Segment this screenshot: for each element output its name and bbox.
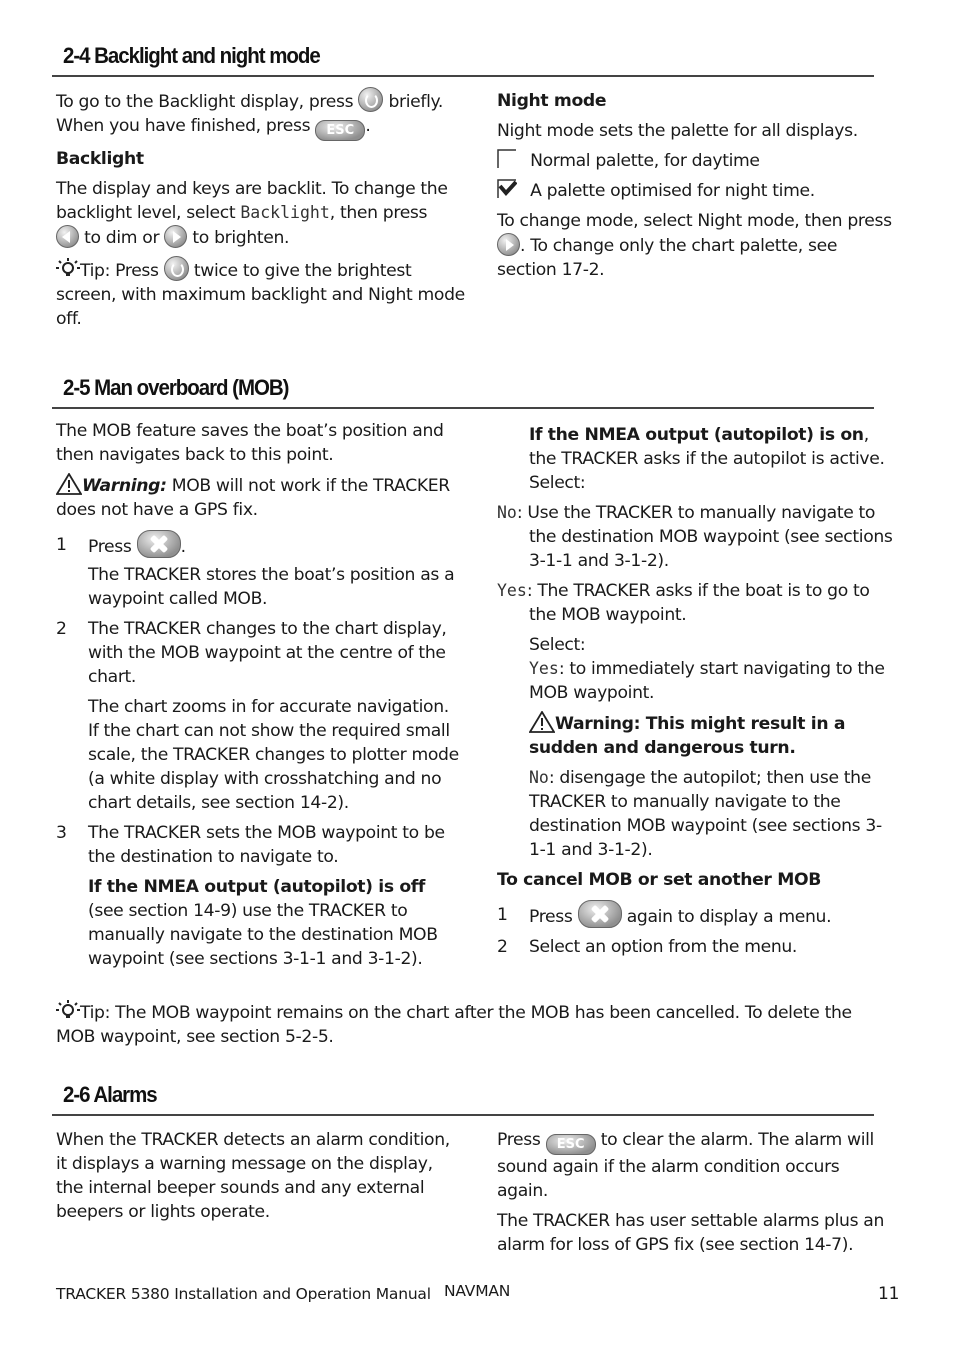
step-number: 1 (497, 905, 508, 925)
step1-detail: The TRACKER stores the boat’s position as a waypoint called MOB. (88, 565, 455, 609)
heading-rule (52, 75, 874, 77)
sub-option-no-text: : disengage the autopilot; then use the TRACKER to manually navigate to the destination MOB waypoint (see sections 3-1-1 and 3-1-2). (529, 768, 882, 860)
heading-rule (52, 407, 874, 409)
unchecked-box-icon (497, 149, 517, 169)
autopilot-off-bold: If the NMEA output (autopilot) is off (88, 877, 426, 897)
lightbulb-tip-icon (56, 257, 80, 279)
right-arrow-button-icon (164, 225, 187, 248)
change-mode-text-b: . To change only the chart palette, see section 17-2. (497, 236, 838, 280)
autopilot-off-paragraph (88, 875, 461, 971)
option-no-code: No (497, 503, 517, 522)
section-heading-2-5: 2-5 Man overboard (MOB) (63, 375, 289, 400)
backlight-text-c: to dim or (84, 228, 160, 248)
mob-step-2 (56, 617, 461, 815)
heading-rule (52, 1114, 874, 1116)
alarms-user-settable-text: The TRACKER has user settable alarms plus an alarm for loss of GPS fix (see section 14-7). (497, 1211, 885, 1255)
select-label: Select: (529, 635, 586, 655)
mob-button-icon (578, 900, 622, 928)
sub-option-no (497, 766, 897, 862)
backlight-code: Backlight (240, 203, 330, 222)
sudden-turn-warning (497, 711, 897, 760)
mob-tip-text: Tip: The MOB waypoint remains on the chart after the MOB has been cancelled. To delete the MOB waypoint, see section 5-2-5. (56, 1003, 852, 1047)
tip-text-b: twice to give the brightest screen, with maximum backlight and Night mode off. (56, 261, 465, 329)
mob-step-1 (56, 530, 461, 611)
tip-text-a: Tip: Press (80, 261, 159, 281)
esc-button-icon: ESC (315, 120, 365, 141)
backlight-text-b: , then press (329, 203, 428, 223)
left-arrow-button-icon (56, 225, 79, 248)
step-number: 2 (497, 937, 508, 957)
warning-triangle-icon (56, 473, 82, 495)
warning-text: MOB will not work if the TRACKER does not have a GPS fix. (56, 476, 450, 520)
section-heading-2-6: 2-6 Alarms (63, 1082, 157, 1107)
step-number: 1 (56, 535, 67, 555)
sub-option-no-code: No (529, 768, 549, 787)
lightbulb-tip-icon (56, 999, 80, 1021)
mob-warning (56, 473, 461, 522)
cancel-step-1 (497, 900, 897, 929)
sub-option-yes-code: Yes (529, 659, 559, 678)
change-mode-paragraph (497, 209, 897, 282)
tip-paragraph (56, 256, 466, 331)
option-yes (497, 579, 897, 627)
cancel-step1-text-a: Press (529, 907, 573, 927)
night-mode-column (497, 89, 897, 282)
backlight-text-a: The display and keys are backlit. To change the backlight level, select (56, 179, 448, 223)
step1-text-b: . (180, 537, 186, 557)
backlight-text-d: to brighten. (192, 228, 290, 248)
mob-intro: The MOB feature saves the boat’s position and then navigates back to this point. (56, 421, 444, 465)
intro-text-d: . (365, 116, 371, 136)
step2-text: The TRACKER changes to the chart display, with the MOB waypoint at the centre of the chart. (88, 619, 447, 687)
cancel-step2-text: Select an option from the menu. (529, 937, 798, 957)
night-option-night-label: A palette optimised for night time. (530, 181, 815, 201)
alarms-right-column (497, 1128, 892, 1257)
sub-option-yes-text: : to immediately start navigating to the MOB waypoint. (529, 659, 885, 703)
mob-tip (56, 999, 886, 1049)
backlight-subheading: Backlight (56, 149, 144, 169)
power-button-icon (164, 256, 189, 281)
autopilot-on-paragraph (497, 423, 897, 495)
mob-step-3 (56, 821, 461, 971)
cancel-step-2 (497, 935, 897, 959)
intro-text-c: When you have finished, press (56, 116, 311, 136)
warning-label: Warning: (82, 476, 167, 496)
footer-brand: NAVMAN (444, 1282, 511, 1300)
page-number: 11 (878, 1284, 900, 1304)
backlight-column (56, 87, 466, 331)
option-no (497, 501, 897, 573)
checked-box-icon (497, 179, 517, 199)
alarms-clear-text: to clear the alarm. The alarm will sound again if the alarm condition occurs again. (497, 1130, 874, 1201)
warning-triangle-icon (529, 711, 555, 733)
right-arrow-button-icon (497, 233, 520, 256)
intro-text-a: To go to the Backlight display, press (56, 92, 354, 112)
step2-detail: The chart zooms in for accurate navigation. If the chart can not show the required small scale, the TRACKER changes to plotter mode (a white display with crosshatching and no chart details, see section 14-2). (88, 697, 459, 813)
step1-text-a: Press (88, 537, 132, 557)
night-mode-subheading: Night mode (497, 91, 607, 111)
step-number: 3 (56, 823, 67, 843)
night-mode-intro: Night mode sets the palette for all displays. (497, 121, 858, 141)
alarms-clear-paragraph (497, 1128, 892, 1203)
autopilot-on-text: , the TRACKER asks if the autopilot is active. Select: (529, 425, 885, 493)
backlight-paragraph (56, 177, 466, 250)
footer-manual-title: TRACKER 5380 Installation and Operation Manual (56, 1285, 431, 1303)
power-button-icon (358, 87, 383, 112)
intro-text-b: briefly. (388, 92, 444, 112)
section-heading-2-4: 2-4 Backlight and night mode (63, 43, 320, 68)
step3-text: The TRACKER sets the MOB waypoint to be the destination to navigate to. (88, 823, 445, 867)
step-number: 2 (56, 619, 67, 639)
change-mode-text-a: To change mode, select Night mode, then press (497, 211, 892, 231)
night-option-normal (497, 149, 897, 173)
autopilot-on-bold: If the NMEA output (autopilot) is on (529, 425, 864, 445)
cancel-step1-text-b: again to display a menu. (626, 907, 832, 927)
night-option-normal-label: Normal palette, for daytime (530, 151, 760, 171)
option-no-text: : Use the TRACKER to manually navigate to the destination MOB waypoint (see sections 3-1-1 and 3-1-2). (516, 503, 893, 571)
option-yes-code: Yes (497, 581, 527, 600)
alarms-left-column (56, 1128, 461, 1224)
mob-button-icon (137, 530, 181, 558)
night-option-night (497, 179, 897, 203)
alarms-left-text: When the TRACKER detects an alarm condition, it displays a warning message on the display, the internal beeper sounds and any external beepers or lights operate. (56, 1130, 450, 1222)
cancel-mob-subheading: To cancel MOB or set another MOB (497, 870, 821, 890)
mob-right-column (497, 423, 897, 959)
autopilot-off-text: (see section 14-9) use the TRACKER to manually navigate to the destination MOB waypoint (see sections 3-1-1 and 3-1-2). (88, 901, 438, 969)
sudden-turn-warning-text: Warning: This might result in a sudden and dangerous turn. (529, 714, 846, 758)
option-yes-text: : The TRACKER asks if the boat is to go to the MOB waypoint. (526, 581, 870, 625)
mob-left-column (56, 419, 461, 971)
alarms-press-text: Press (497, 1130, 541, 1150)
intro-paragraph (56, 87, 466, 141)
esc-button-icon: ESC (546, 1134, 596, 1155)
sub-option-yes (497, 657, 897, 705)
